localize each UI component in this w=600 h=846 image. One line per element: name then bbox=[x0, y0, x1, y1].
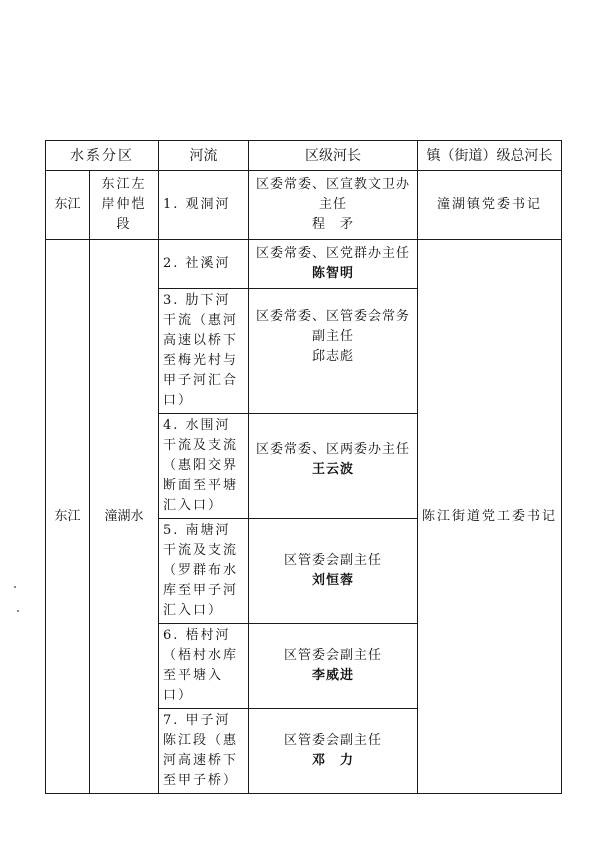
chief-name: 陈智明 bbox=[311, 266, 354, 281]
chief-title: 区委常委、区宣教文卫办主任 bbox=[255, 177, 410, 212]
table-row bbox=[46, 240, 562, 289]
section-cell: 潼湖水 bbox=[90, 240, 159, 794]
district-chief-cell bbox=[249, 414, 418, 519]
chief-name: 邓 力 bbox=[311, 753, 354, 768]
river-cell: 2. 社溪河 bbox=[159, 240, 249, 289]
header-water-system: 水系分区 bbox=[46, 141, 159, 171]
river-cell: 1. 观洞河 bbox=[159, 171, 249, 240]
town-chief-cell: 陈江街道党工委书记 bbox=[418, 240, 562, 794]
river-chief-table bbox=[45, 140, 562, 794]
river-cell: 7. 甲子河陈江段（惠河高速桥下至甲子桥） bbox=[159, 709, 249, 794]
chief-title: 区管委会副主任 bbox=[283, 553, 382, 568]
town-chief-cell: 潼湖镇党委书记 bbox=[418, 171, 562, 240]
header-row bbox=[46, 141, 562, 171]
district-chief-cell bbox=[249, 709, 418, 794]
chief-title: 区管委会副主任 bbox=[283, 648, 382, 663]
chief-name: 李威进 bbox=[311, 668, 354, 683]
chief-name: 王云波 bbox=[311, 462, 354, 477]
district-chief-cell bbox=[249, 171, 418, 240]
river-cell: 6. 梧村河（梧村水库至平塘入口） bbox=[159, 624, 249, 709]
chief-name: 刘恒蓉 bbox=[311, 573, 354, 588]
section-cell: 东江左岸仲恺段 bbox=[90, 171, 159, 240]
chief-title: 区管委会副主任 bbox=[283, 733, 382, 748]
river-cell: 4. 水围河干流及支流（惠阳交界断面至平塘汇入口） bbox=[159, 414, 249, 519]
chief-title: 区委常委、区管委会常务副主任 bbox=[255, 309, 410, 344]
chief-name: 程 矛 bbox=[311, 217, 354, 232]
header-river: 河流 bbox=[159, 141, 249, 171]
scan-speck bbox=[17, 610, 19, 612]
chief-title: 区委常委、区两委办主任 bbox=[255, 442, 410, 457]
district-chief-cell bbox=[249, 624, 418, 709]
district-chief-cell bbox=[249, 289, 418, 414]
chief-title: 区委常委、区党群办主任 bbox=[255, 246, 410, 261]
basin-cell: 东江 bbox=[46, 240, 90, 794]
header-district-chief: 区级河长 bbox=[249, 141, 418, 171]
header-town-chief: 镇（街道）级总河长 bbox=[418, 141, 562, 171]
district-chief-cell bbox=[249, 240, 418, 289]
chief-name: 邱志彪 bbox=[311, 349, 354, 364]
scan-speck bbox=[14, 586, 16, 588]
basin-cell: 东江 bbox=[46, 171, 90, 240]
river-cell: 5. 南塘河干流及支流（罗群布水库至甲子河汇入口） bbox=[159, 519, 249, 624]
river-cell: 3. 肋下河干流（惠河高速以桥下至梅光村与甲子河汇合口） bbox=[159, 289, 249, 414]
table-row bbox=[46, 171, 562, 240]
district-chief-cell bbox=[249, 519, 418, 624]
